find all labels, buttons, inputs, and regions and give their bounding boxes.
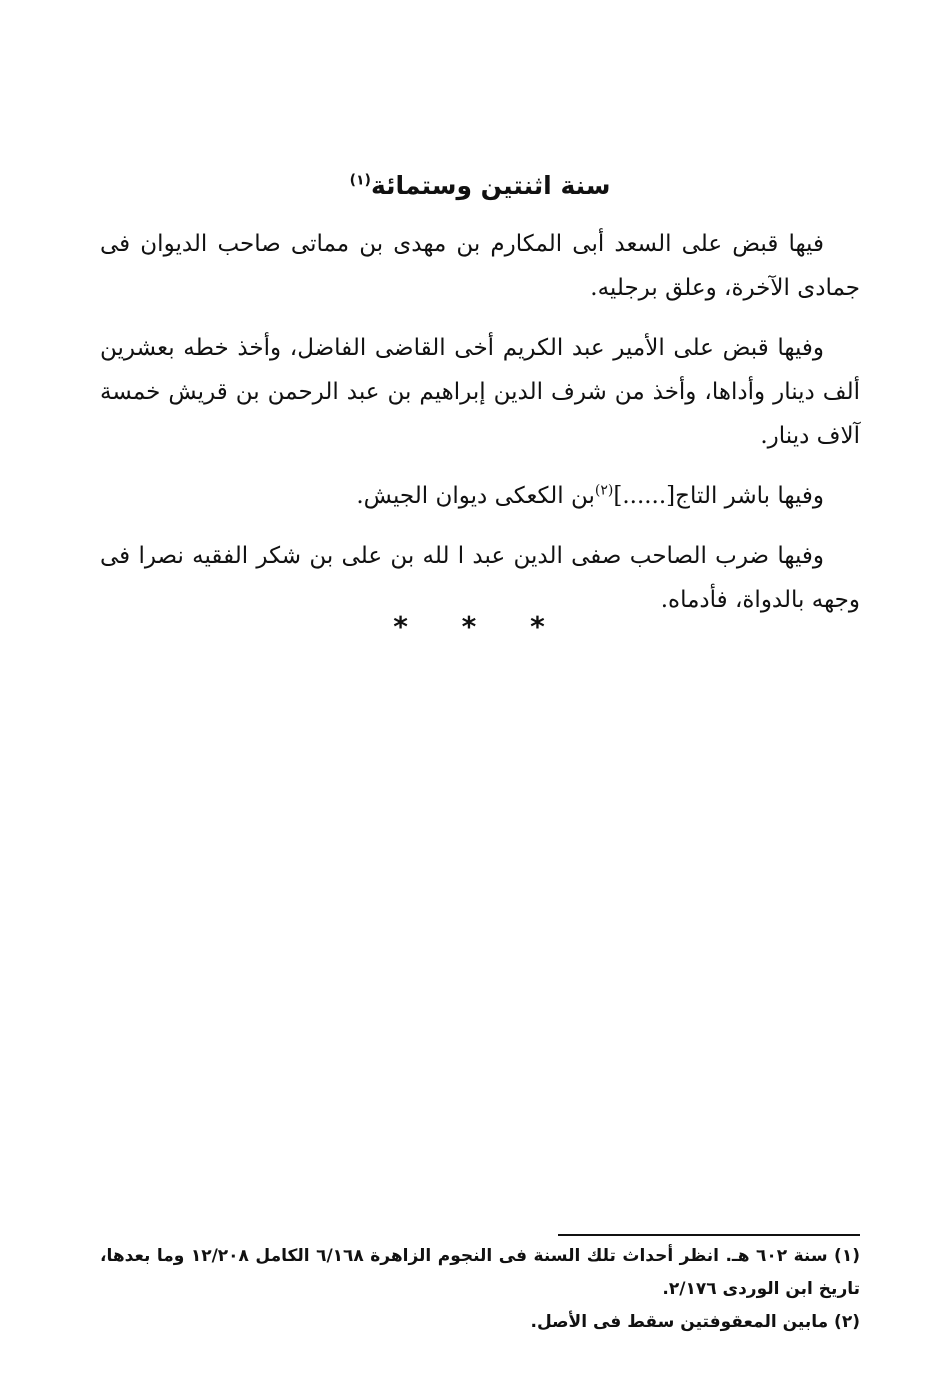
footnote-2: (٢) مابين المعقوفتين سقط فى الأصل. [530, 1312, 860, 1332]
section-heading [100, 166, 860, 206]
section-separator: * * * [393, 610, 567, 643]
paragraph-3 [100, 474, 860, 518]
heading-footnote-ref: (١) [349, 172, 371, 189]
footnote-rule [558, 1234, 860, 1236]
footnote-1: (١) سنة ٦٠٢ هـ. انظر أحداث تلك السنة فى النجوم الزاهرة ٦/١٦٨ الكامل ١٢/٢٠٨ وما بعدها، تاريخ ابن الوردى ٢/١٧٦. [100, 1246, 860, 1299]
footnotes [100, 1240, 860, 1339]
paragraph-3-after: بن الكعكى ديوان الجيش. [356, 483, 595, 509]
paragraph-2: وفيها قبض على الأمير عبد الكريم أخى القاضى الفاضل، وأخذ خطه بعشرين ألف دينار وأداها، وأخذ من شرف الدين إبراهيم بن عبد الرحمن بن قريش خمسة آلاف دينار. [100, 335, 860, 449]
paragraph-4: وفيها ضرب الصاحب صفى الدين عبد ا لله بن على بن شكر الفقيه نصرا فى وجهه بالدواة، فأدماه. [100, 543, 860, 613]
body-text [100, 222, 860, 638]
paragraph-3-before: وفيها باشر التاج[......] [613, 483, 824, 509]
paragraph-1: فيها قبض على السعد أبى المكارم بن مهدى بن مماتى صاحب الديوان فى جمادى الآخرة، وعلق برجليه. [100, 231, 860, 301]
paragraph-3-footnote-ref: (٢) [594, 482, 614, 499]
heading-text: سنة اثنتين وستمائة [370, 171, 611, 200]
